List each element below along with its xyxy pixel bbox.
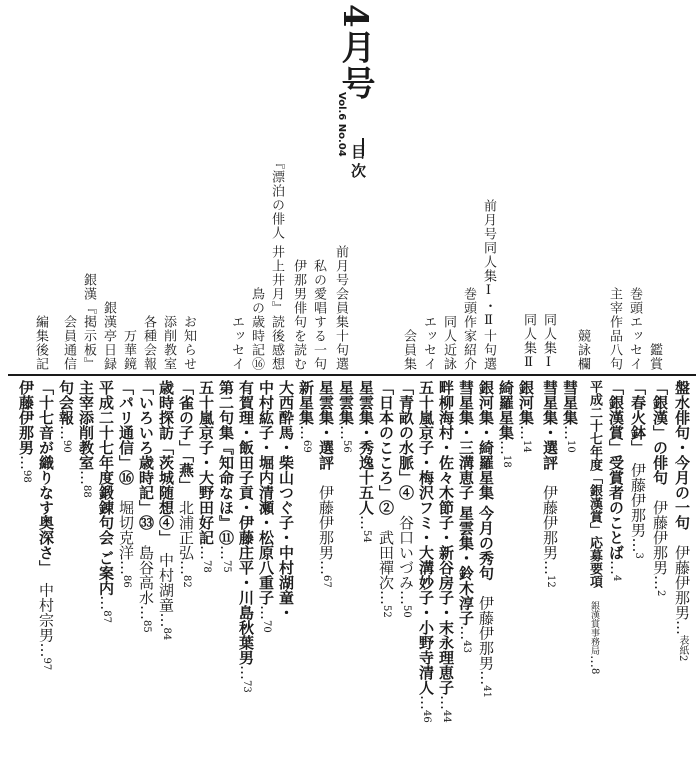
section-group-6a: 前月号会員集十句選 (333, 245, 348, 371)
section-group-5: 会員集 (401, 329, 416, 371)
toc-entry[interactable]: 「いろいろ歳時記」㉝ 島谷高水…85 (137, 380, 155, 633)
toc-entry[interactable]: 星雲集・選評 伊藤伊那男…67 (317, 380, 335, 588)
toc-entry[interactable]: 歳時探訪「茨城随想④」 中村湖童…84 (157, 380, 175, 641)
section-group-7d: 万華鏡 (121, 329, 136, 371)
section-group-4c: 同人近詠 (441, 315, 456, 371)
section-group-6c: 伊那男俳句を読む (291, 259, 306, 371)
toc-title: 目次 (349, 144, 367, 182)
toc-entry[interactable]: 銀河集・綺羅星集 今月の秀句 伊藤伊那男…41 (477, 380, 495, 698)
section-group-7a: お知らせ (181, 315, 196, 371)
section-group-6b: 私の愛唱する一句 (311, 259, 326, 371)
toc-entry[interactable]: 星雲集…56 (337, 380, 355, 453)
toc-entry[interactable]: 五十嵐京子・梅沢フミ・大溝妙子・小野寺清人…46 (417, 380, 435, 723)
section-group-1c: 主宰作品八句 (607, 287, 622, 371)
toc-entry[interactable]: 大西酔馬・柴山つぐ子・中村湖童・ (277, 380, 295, 620)
toc-entry[interactable]: 畔柳海村・佐々木節子・新谷房子・末永理恵子…44 (437, 380, 455, 723)
section-group-6f: エッセイ (229, 315, 244, 371)
divider-rule (8, 374, 696, 376)
section-group-4d: エッセイ (421, 315, 436, 371)
toc-entry[interactable]: 星雲集・秀逸十五人…54 (357, 380, 375, 543)
toc-entry[interactable]: 「雀の子」「燕」 北浦正弘…82 (177, 380, 195, 588)
section-group-1b: 巻頭エッセイ (627, 287, 642, 371)
toc-entry[interactable]: 「銀漢」の俳句 伊藤伊那男…2 (651, 380, 669, 597)
volume-number: Vol.6 No.04 (336, 92, 347, 157)
toc-entry[interactable]: 銀河集…14 (517, 380, 535, 453)
issue-month: 4月号 (335, 4, 375, 102)
toc-entry[interactable]: 新星集…69 (297, 380, 315, 453)
toc-entry[interactable]: 平成二十七年度鍛錬句会 ご案内…87 (97, 380, 115, 623)
toc-entry[interactable]: 中村紘子・堀内清瀬・松原八重子…70 (257, 380, 275, 633)
toc-entry[interactable]: 主宰添削教室…88 (77, 380, 95, 498)
toc-entry[interactable]: 「パリ通信」⑯ 堀切克洋…86 (117, 380, 135, 588)
section-group-4a: 前月号同人集Ⅰ・Ⅱ十句選 (481, 199, 496, 371)
section-group-2: 競詠欄 (575, 329, 590, 371)
toc-entry[interactable]: 綺羅星集…18 (497, 380, 515, 468)
toc-entry[interactable]: 「日本のこころ」② 武田禪次…52 (377, 380, 395, 618)
section-group-9: 編集後記 (33, 315, 48, 371)
toc-entry[interactable]: 句会報…90 (57, 380, 75, 453)
section-group-7b: 添削教室 (161, 315, 176, 371)
section-group-7c: 各種会報 (141, 315, 156, 371)
toc-entry[interactable]: 「十七音が織りなす奥深さ」 中村宗男…97 (37, 380, 55, 671)
toc-entry[interactable]: 彗星集・三溝恵子 星雲集・鈴木淳子…43 (457, 380, 475, 653)
section-group-7e: 銀漢亭日録 (101, 301, 116, 371)
toc-entry[interactable]: 第二句集『知命なほ』⑪…75 (217, 380, 235, 573)
toc-entry[interactable]: 「青畝の水脈」④ 谷口いづみ…50 (397, 380, 415, 618)
section-group-6e: 鳥の歳時記⑯ (249, 287, 264, 371)
toc-entry[interactable]: 平成二十七年度「銀漢賞」応募要項 銀漢賞事務局…8 (587, 380, 602, 675)
toc-entry[interactable]: 五十嵐京子・大野田好記…78 (197, 380, 215, 573)
section-group-3: 同人集Ⅰ (541, 313, 556, 371)
section-group-8b: 会員通信 (61, 315, 76, 371)
section-group-1: 鑑賞 (647, 343, 662, 371)
section-group-4b: 巻頭作家紹介 (461, 287, 476, 371)
toc-entry[interactable]: 盤水俳句・今月の一句 伊藤伊那男…表紙2 (673, 380, 691, 662)
section-group-8a: 銀漢『掲示板』 (81, 273, 96, 371)
toc-entry[interactable]: 「銀漢賞」受賞者のことば…4 (607, 380, 625, 582)
toc-entry[interactable]: 彗星集・選評 伊藤伊那男…12 (541, 380, 559, 588)
section-group-3b: 同人集Ⅱ (521, 313, 536, 371)
toc-entry[interactable]: 有賀理・飯田子貢・伊藤庄平・川島秋葉男…73 (237, 380, 255, 693)
toc-entry[interactable]: 伊藤伊那男…98 (17, 380, 35, 483)
toc-entry[interactable]: 彗星集…10 (561, 380, 579, 453)
toc-entry[interactable]: 「春火鉢」 伊藤伊那男…3 (629, 380, 647, 559)
section-group-6d: 『漂泊の俳人 井上井月』読後感想 (269, 155, 284, 371)
